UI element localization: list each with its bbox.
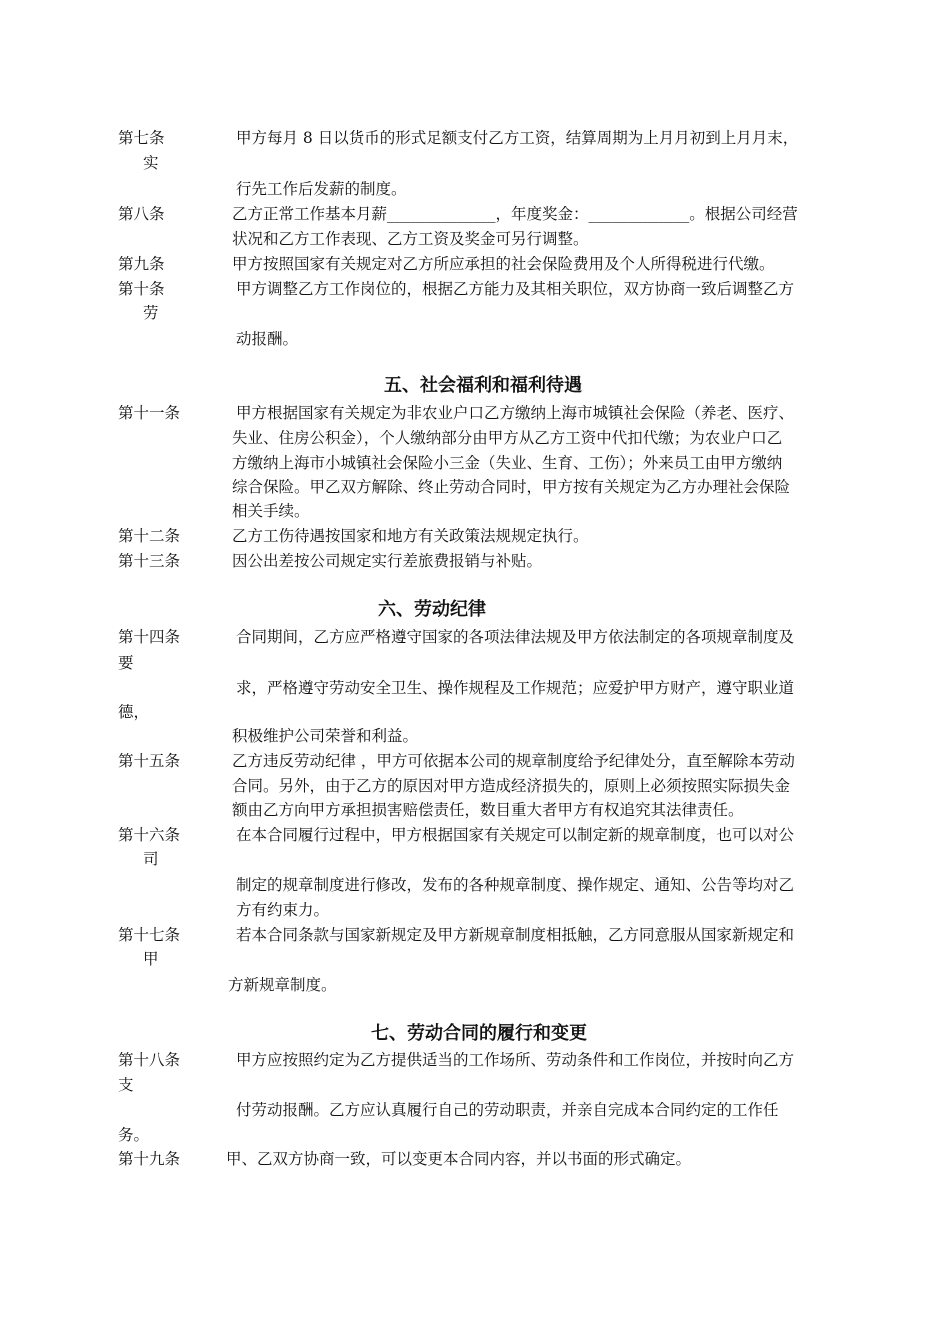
article-17-label: 第十七条: [118, 926, 181, 944]
article-10-text-cont: 动报酬。: [236, 330, 299, 348]
article-11-line-5: 相关手续。: [232, 502, 310, 520]
article-8-text-cont: 状况和乙方工作表现、乙方工资及奖金可另行调整。: [232, 230, 589, 248]
article-14-text: 合同期间，乙方应严格遵守国家的各项法律法规及甲方依法制定的各项规章制度及: [236, 628, 795, 646]
article-11-line-2: 失业、住房公积金），个人缴纳部分由甲方从乙方工资中代扣代缴；为农业户口乙: [232, 429, 783, 447]
section-heading-6: 六、劳动纪律: [378, 599, 486, 620]
article-7-text: 甲方每月 8 日以货币的形式足额支付乙方工资，结算周期为上月月初到上月月末，: [236, 129, 799, 147]
article-7-text-cont: 行先工作后发薪的制度。: [236, 180, 407, 198]
article-7-label: 第七条: [118, 129, 165, 147]
article-9-label: 第九条: [118, 255, 165, 273]
article-16-label: 第十六条: [118, 826, 181, 844]
article-15-label: 第十五条: [118, 752, 181, 770]
article-11-label: 第十一条: [118, 404, 181, 422]
article-14-wrap-1: 要: [118, 654, 134, 672]
section-heading-7: 七、劳动合同的履行和变更: [371, 1023, 587, 1044]
article-15-line-3: 额由乙方向甲方承担损害赔偿责任，数目重大者甲方有权追究其法律责任。: [232, 801, 744, 819]
article-18-text: 甲方应按照约定为乙方提供适当的工作场所、劳动条件和工作岗位，并按时向乙方: [236, 1051, 795, 1069]
article-9-text: 甲方按照国家有关规定对乙方所应承担的社会保险费用及个人所得税进行代缴。: [232, 255, 775, 273]
article-16-text-end: 方有约束力。: [236, 901, 330, 919]
article-15-line-2: 合同。另外，由于乙方的原因对甲方造成经济损失的，原则上必须按照实际损失金: [232, 777, 791, 795]
article-12-label: 第十二条: [118, 527, 181, 545]
article-16-text: 在本合同履行过程中，甲方根据国家有关规定可以制定新的规章制度，也可以对公: [236, 826, 795, 844]
article-14-text-cont: 求，严格遵守劳动安全卫生、操作规程及工作规范；应爱护甲方财产，遵守职业道: [236, 679, 795, 697]
article-18-text-cont: 付劳动报酬。乙方应认真履行自己的劳动职责，并亲自完成本合同约定的工作任: [236, 1101, 779, 1119]
article-17-text-cont: 方新规章制度。: [228, 976, 337, 994]
article-10-label: 第十条: [118, 280, 165, 298]
article-14-wrap-2: 德，: [118, 703, 150, 721]
article-11-line-3: 方缴纳上海市小城镇社会保险小三金（失业、生育、工伤）；外来员工由甲方缴纳: [232, 454, 783, 472]
article-11-line-1: 甲方根据国家有关规定为非农业户口乙方缴纳上海市城镇社会保险（养老、医疗、: [236, 404, 795, 422]
section-heading-5: 五、社会福利和福利待遇: [384, 375, 582, 396]
article-10-text: 甲方调整乙方工作岗位的，根据乙方能力及其相关职位，双方协商一致后调整乙方: [236, 280, 795, 298]
article-8-text: 乙方正常工作基本月薪______________，年度奖金：_____________。根据公司经营: [232, 205, 798, 223]
article-12-text: 乙方工伤待遇按国家和地方有关政策法规规定执行。: [232, 527, 589, 545]
article-10-wrap: 劳: [143, 304, 159, 322]
article-8-label: 第八条: [118, 205, 165, 223]
article-15-line-1: 乙方违反劳动纪律 ，甲方可依据本公司的规章制度给予纪律处分，直至解除本劳动: [232, 752, 795, 770]
article-17-wrap: 甲: [143, 950, 159, 968]
article-7-wrap: 实: [143, 154, 159, 172]
article-17-text: 若本合同条款与国家新规定及甲方新规章制度相抵触，乙方同意服从国家新规定和: [236, 926, 795, 944]
article-11-line-4: 综合保险。甲乙双方解除、终止劳动合同时，甲方按有关规定为乙方办理社会保险: [232, 478, 791, 496]
article-16-text-cont: 制定的规章制度进行修改，发布的各种规章制度、操作规定、通知、公告等均对乙: [236, 876, 795, 894]
article-16-wrap: 司: [143, 850, 159, 868]
article-18-label: 第十八条: [118, 1051, 181, 1069]
article-18-wrap-1: 支: [118, 1076, 134, 1094]
article-14-label: 第十四条: [118, 628, 181, 646]
article-18-wrap-2: 务。: [118, 1126, 150, 1144]
article-19-label: 第十九条: [118, 1150, 181, 1168]
article-14-text-end: 积极维护公司荣誉和利益。: [232, 727, 419, 745]
article-13-text: 因公出差按公司规定实行差旅费报销与补贴。: [232, 552, 543, 570]
article-13-label: 第十三条: [118, 552, 181, 570]
article-19-text: 甲、乙双方协商一致，可以变更本合同内容，并以书面的形式确定。: [226, 1150, 692, 1168]
